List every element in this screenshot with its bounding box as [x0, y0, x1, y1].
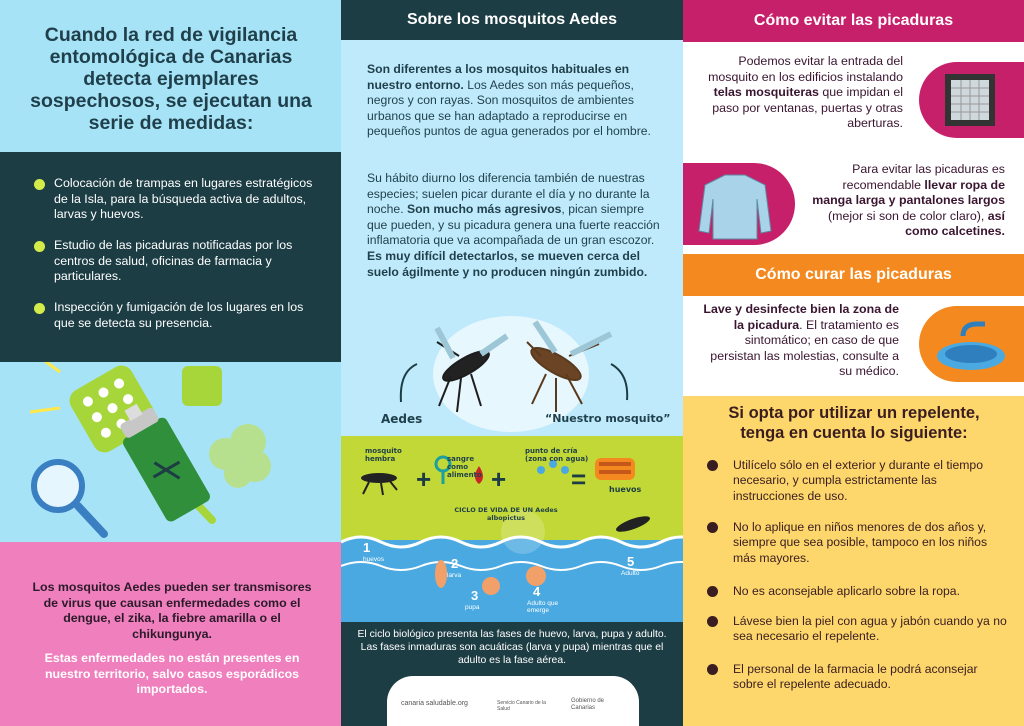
about-aedes-paragraph-2: Su hábito diurno los diferencia también de nuestras especies; suelen picar durante el día y no durante la noche. Son mucho más agresivos, pican siempre que pueden, y su picadura genera una fuerte reacción inflamatoria que va acompañada de un gran escozor. Es muy difícil detectarlos, se mueven cerca del suelo ágilmente y no producen ningún zumbido.: [367, 171, 660, 279]
about-aedes-panel: [341, 0, 683, 726]
logos-bar: [387, 676, 639, 726]
svg-text:+: +: [491, 464, 507, 494]
cure-text: Lave y desinfecte bien la zona de la picadura. El tratamiento es sintomático; en caso de que persistan las molestias, consulte a su médico.: [703, 302, 899, 379]
bullet-icon: [707, 586, 718, 597]
cure-heading: Cómo curar las picaduras: [683, 254, 1024, 296]
bullet-icon: [34, 303, 45, 314]
mosquito-net-icon: [919, 62, 1024, 138]
sponge-icon: [182, 366, 222, 406]
sink-icon: [919, 306, 1024, 382]
mosquito-net-badge: [919, 62, 1024, 138]
common-mosquito-label: “Nuestro mosquito”: [545, 412, 671, 425]
list-item: Utilícelo sólo en el exterior y durante el tiempo necesario, y cumpla estrictamente las instrucciones de uso.: [707, 458, 1007, 504]
list-item: El personal de la farmacia le podrá aconsejar sobre el repelente adecuado.: [707, 662, 1007, 693]
list-item: Inspección y fumigación de los lugares en los que se detecta su presencia.: [34, 300, 314, 331]
about-aedes-paragraph-1: Son diferentes a los mosquitos habituales en nuestro entorno. Los Aedes son más pequeños, negros y con rayas. Son mosquitos de ambientes urbanos que se han adaptado a reproducirse en pequeños puntos de agua generados por el hombre.: [367, 62, 651, 139]
about-aedes-title: Sobre los mosquitos Aedes: [406, 11, 618, 28]
life-cycle-graphics: [341, 436, 683, 622]
magnifier-icon: [34, 462, 104, 534]
cycle-footer-text: El ciclo biológico presenta las fases de huevo, larva, pupa y adulto. Las fases inmaduras son acuáticas (larva y pupa) mientras que el adulto es la fase aérea.: [357, 629, 667, 666]
bullet-icon: [34, 241, 45, 252]
prevention-text-2: Para evitar las picaduras es recomendable llevar ropa de manga larga y pantalones largos (mejor si son de color claro), así como calcetines.: [812, 162, 1005, 239]
clothing-badge: [683, 163, 795, 245]
cycle-blood-label: sangre como alimento: [447, 455, 482, 479]
bullet-icon: [707, 460, 718, 471]
cycle-step-label: huevos: [363, 556, 384, 563]
adult-mosquito-icon: [614, 513, 651, 535]
cycle-eggs-label: huevos: [609, 485, 642, 494]
spray-cloud-icon: [209, 424, 271, 488]
canaria-saludable-logo: canaria saludable.org: [401, 700, 468, 707]
list-item: Estudio de las picaduras notificadas por los centros de salud, oficinas de farmacia y particulares.: [34, 238, 314, 285]
cycle-breeding-label: punto de cría (zona con agua): [525, 447, 589, 463]
eggs-icon: [595, 458, 635, 480]
bullet-icon: [707, 616, 718, 627]
cycle-step-number: 5: [627, 554, 635, 569]
prevention-text-1: Podemos evitar la entrada del mosquito en los edificios instalando telas mosquiteras que impidan el paso por ventanas, puertas y otras aberturas.: [708, 54, 903, 131]
disease-text: Los mosquitos Aedes pueden ser transmisores de virus que causan enfermedades como el dengue, el zika, la fiebre amarilla o el chikungunya.: [32, 580, 312, 641]
sink-badge: [919, 306, 1024, 382]
fumigation-illustration: [0, 362, 341, 542]
list-item: Lávese bien la piel con agua y jabón cuando ya no sea necesario el repelente.: [707, 614, 1007, 645]
svg-text:=: =: [571, 464, 587, 494]
cycle-title: CICLO DE VIDA DE UN Aedes albopictus: [454, 506, 558, 522]
cycle-step-number: 4: [533, 584, 541, 599]
cycle-step-label: larva: [447, 572, 462, 579]
list-item: No es aconsejable aplicarlo sobre la ropa.: [707, 584, 1007, 599]
prevention-panel: [683, 0, 1024, 726]
repellent-title: Si opta por utilizar un repelente, tenga en cuenta lo siguiente:: [728, 404, 980, 442]
list-item: Colocación de trampas en lugares estratégicos de la Isla, para la búsqueda activa de adultos, larvas y huevos.: [34, 176, 314, 223]
long-sleeve-shirt-icon: [683, 163, 795, 245]
gobierno-canarias-logo: Gobierno de Canarias: [571, 698, 605, 711]
cycle-step-label: pupa: [465, 604, 480, 611]
bullet-icon: [707, 664, 718, 675]
aedes-label: Aedes: [381, 412, 423, 426]
measures-panel: [0, 0, 341, 726]
svg-text:+: +: [416, 464, 432, 494]
cycle-step-number: 2: [451, 556, 459, 571]
list-item: No lo aplique en niños menores de dos años y, siempre que sea posible, tampoco en los niños más mayores.: [707, 520, 1007, 566]
cycle-female-label: mosquito hembra: [365, 447, 402, 463]
cycle-step-label: Adulto que emerge: [527, 600, 559, 614]
cycle-step-number: 1: [363, 540, 371, 555]
cycle-step-number: 3: [471, 588, 479, 603]
scs-logo: Servicio Canario de la Salud: [497, 700, 546, 712]
measures-list: [0, 152, 341, 362]
bullet-icon: [34, 179, 45, 190]
bullet-icon: [707, 522, 718, 533]
mosquito-icon: [361, 473, 397, 495]
cycle-step-label: Adulto: [621, 570, 640, 577]
disease-note: Estas enfermedades no están presentes en nuestro territorio, salvo casos esporádicos importados.: [44, 651, 300, 697]
prevention-heading: Cómo evitar las picaduras: [683, 0, 1024, 42]
measures-title: Cuando la red de vigilancia entomológica de Canarias detecta ejemplares sospechosos, se ejecutan una serie de medidas:: [30, 24, 312, 134]
